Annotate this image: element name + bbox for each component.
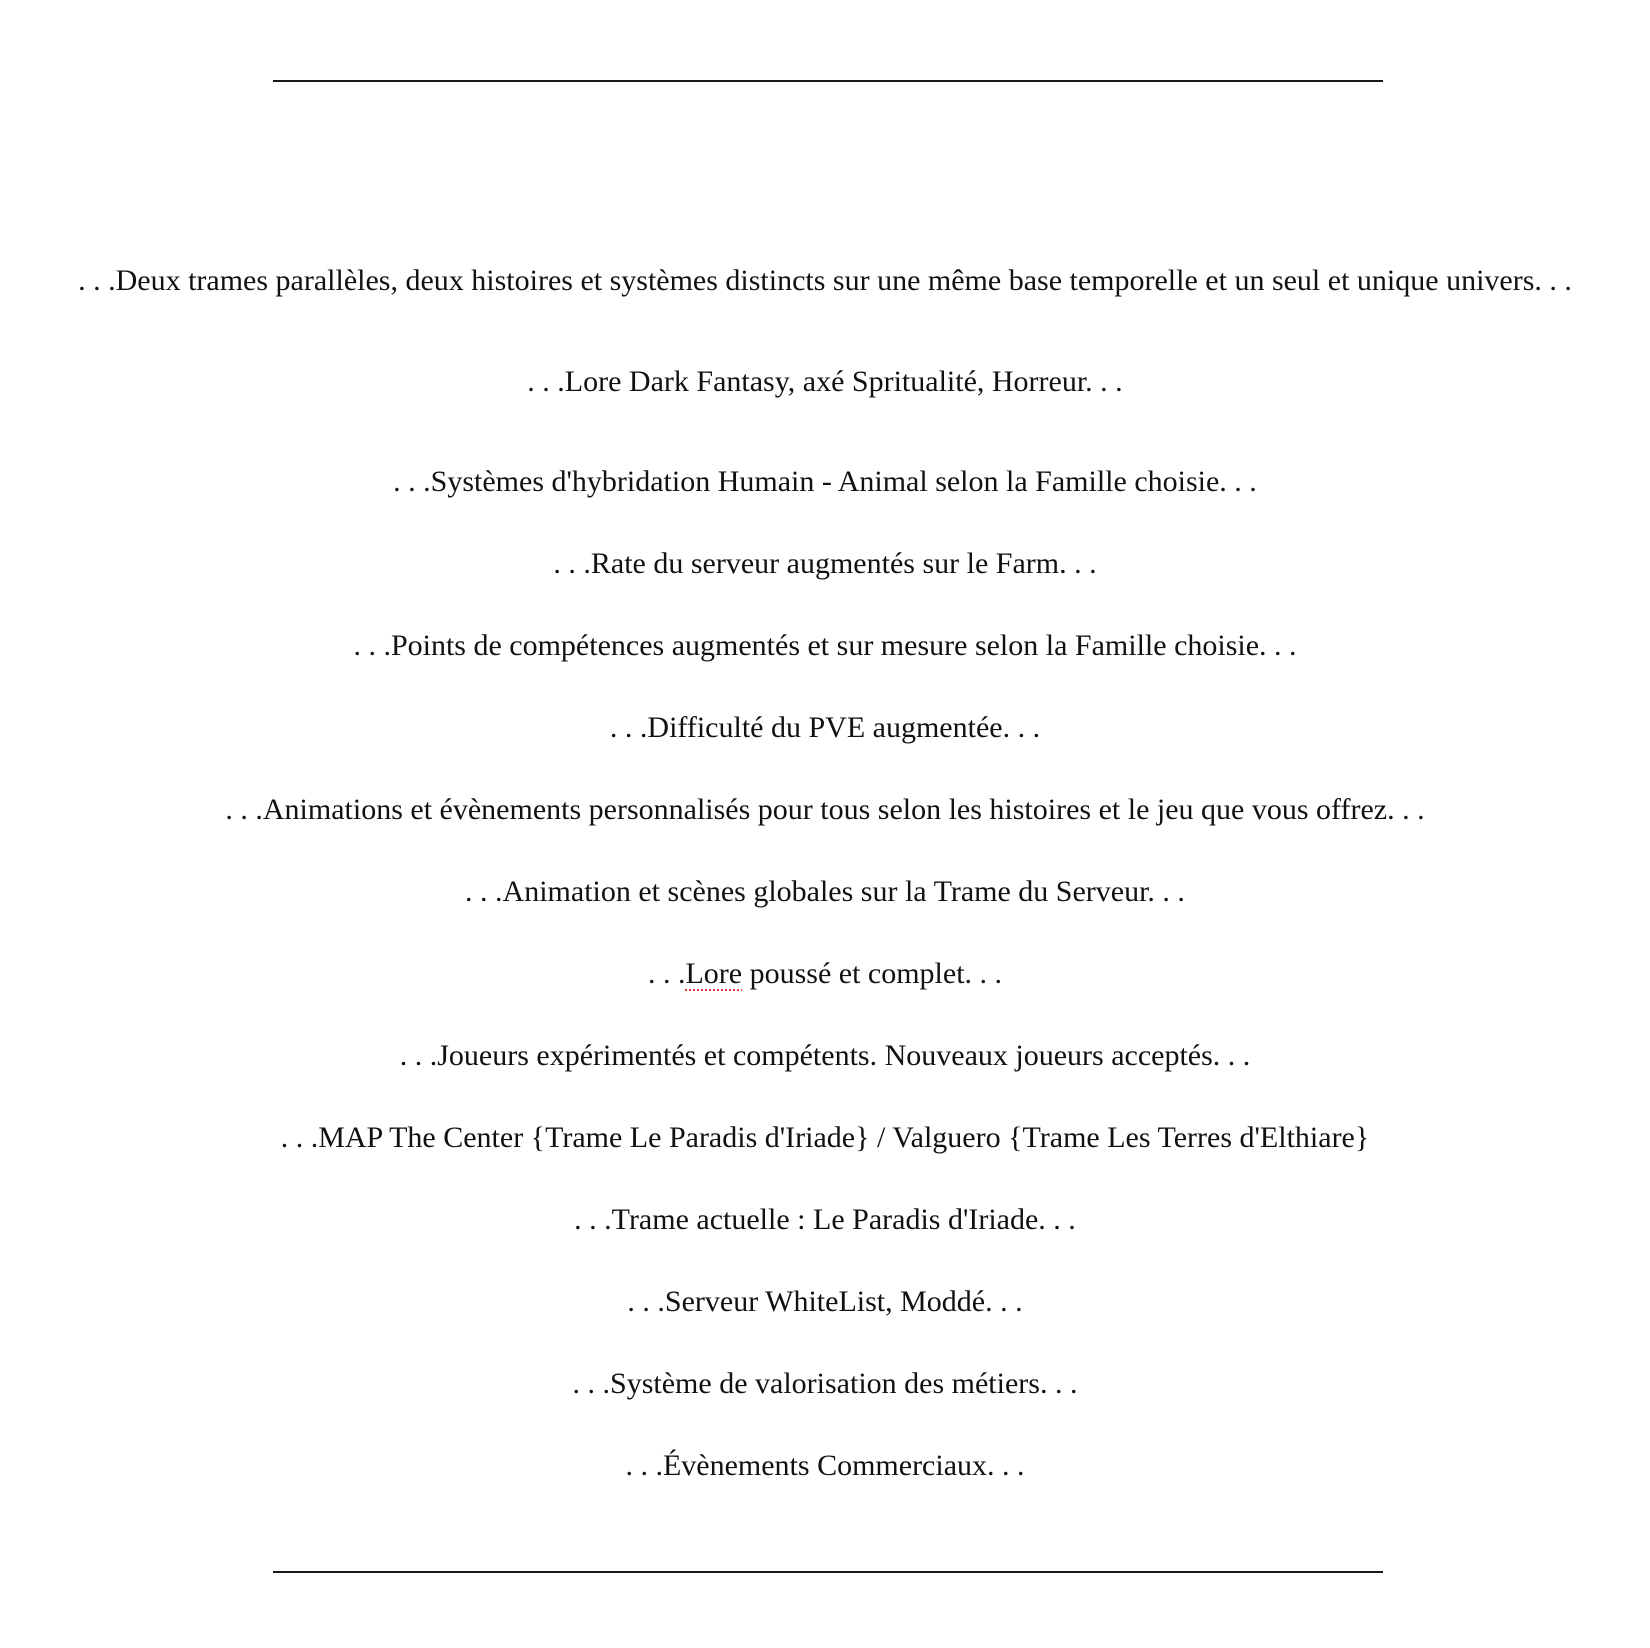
text-line xyxy=(0,956,1650,992)
text-segment: . . . xyxy=(647,957,686,990)
text-line: . . .Deux trames parallèles, deux histoires et systèmes distincts sur une même base temporelle et un seul et unique univers. . . xyxy=(78,264,1572,297)
text-line: . . .Serveur WhiteList, Moddé. . . xyxy=(627,1285,1023,1318)
text-line: . . .Systèmes d'hybridation Humain - Animal selon la Famille choisie. . . xyxy=(393,465,1257,498)
bottom-divider xyxy=(273,1571,1383,1573)
text-line: . . .MAP The Center {Trame Le Paradis d'Iriade} / Valguero {Trame Les Terres d'Elthiare} xyxy=(280,1121,1370,1154)
text-line: . . .Évènements Commerciaux. . . xyxy=(625,1449,1025,1482)
text-line: . . .Système de valorisation des métiers. . . xyxy=(572,1367,1078,1400)
misspelled-word[interactable]: Lore xyxy=(685,957,743,990)
text-line: . . .Difficulté du PVE augmentée. . . xyxy=(609,711,1041,744)
top-divider xyxy=(273,80,1383,82)
text-line: . . .Lore Dark Fantasy, axé Spritualité, Horreur. . . xyxy=(527,365,1123,398)
text-line: . . .Animation et scènes globales sur la Trame du Serveur. . . xyxy=(465,875,1185,908)
text-line: . . .Points de compétences augmentés et sur mesure selon la Famille choisie. . . xyxy=(353,629,1297,662)
text-line: . . .Trame actuelle : Le Paradis d'Iriade. . . xyxy=(574,1203,1076,1236)
text-line: . . .Animations et évènements personnalisés pour tous selon les histoires et le jeu que vous offrez. . . xyxy=(225,793,1425,826)
text-segment: poussé et complet. . . xyxy=(742,957,1003,990)
text-line: . . .Joueurs expérimentés et compétents. Nouveaux joueurs acceptés. . . xyxy=(399,1039,1251,1072)
text-line: . . .Rate du serveur augmentés sur le Farm. . . xyxy=(553,547,1097,580)
